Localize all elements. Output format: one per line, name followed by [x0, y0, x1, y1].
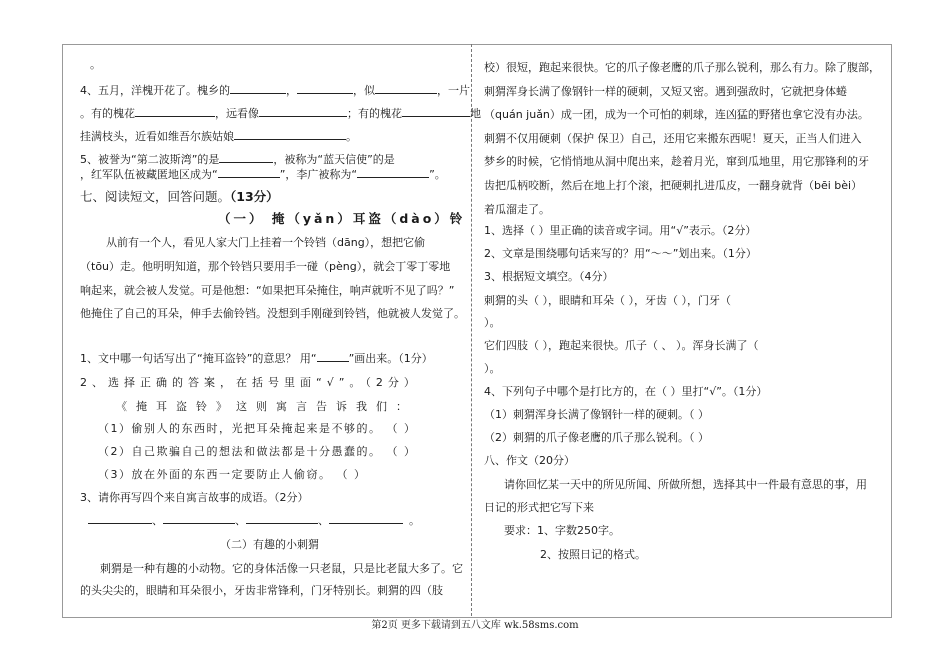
- story-2-continued-line: 校）很短，跑起来很快。它的爪子像老鹰的爪子那么锐利，那么有力。除了腹部，: [484, 61, 880, 74]
- option-3[interactable]: （3）放在外面的东西一定要防止人偷窃。 （ ）: [98, 468, 367, 481]
- simile-option-2[interactable]: （2）刺猬的爪子像老鹰的爪子那么锐利。（ ）: [484, 431, 709, 444]
- fill-in-line-1-end: ）。: [484, 316, 501, 329]
- answer-blank[interactable]: [402, 104, 470, 117]
- story-1-title: （一） 掩（yǎn）耳盗（dào）铃: [218, 211, 466, 226]
- option-1[interactable]: （1）偷别人的东西时，光把耳朵掩起来是不够的。 （ ）: [98, 422, 417, 435]
- option-2[interactable]: （2）自己欺骗自己的想法和做法都是十分愚蠢的。 （ ）: [98, 445, 417, 458]
- story-2-paragraph-line: 刺猬是一种有趣的小动物。它的身体活像一只老鼠，只是比老鼠大多了。它: [100, 562, 463, 575]
- fill-in-line-2-end: ）。: [484, 362, 501, 375]
- answer-blank[interactable]: [230, 81, 286, 94]
- fill-in-line-2[interactable]: 它们四肢（ ），跑起来很快。爪子（ 、 ）。浑身长满了（: [484, 339, 759, 352]
- simile-option-1[interactable]: （1）刺猬浑身长满了像钢针一样的硬刺。（ ）: [484, 408, 709, 421]
- story-1-paragraph-line: 从前有一个人，看见人家大门上挂着一个铃铛（dāng），想把它偷: [106, 236, 426, 249]
- story-2-question-2: 2、文章是围绕哪句话来写的？用“～～”划出来。（1分）: [484, 247, 757, 260]
- story-2-continued-line: 齿把瓜柄咬断，然后在地上打个滚，把硬刺扎进瓜皮，一翻身就背（bēi bèi）: [484, 179, 863, 192]
- idiom-blank[interactable]: [246, 511, 318, 524]
- page-footer: 第2页 更多下载请到五八文库 wk.58sms.com: [371, 620, 579, 631]
- story-2-continued-line: 刺猬浑身长满了像钢针一样的硬刺，又短又密。遇到强敌时，它就把身体蜷: [484, 85, 847, 98]
- answer-blank[interactable]: [234, 127, 346, 140]
- story-1-paragraph-line: 响起来，就会被人发觉。可是他想：“如果把耳朵掩住，响声就听不见了吗？”: [80, 284, 455, 297]
- reading-question-3: 3、请你再写四个来自寓言故事的成语。（2分）: [80, 491, 309, 504]
- answer-blank[interactable]: [135, 104, 215, 117]
- story-2-question-1: 1、选择（ ）里正确的读音或字词。用“√”表示。（2分）: [484, 224, 757, 237]
- story-2-title: （二）有趣的小刺猬: [220, 538, 319, 551]
- story-2-continued-line: 梦乡的时候，它悄悄地从洞中爬出来，趁着月光，窜到瓜地里，用它那锋利的牙: [484, 155, 869, 168]
- essay-prompt-line: 请你回忆某一天中的所见所闻、所做所想，选择其中一件最有意思的事，用: [504, 478, 867, 491]
- idiom-blank[interactable]: [329, 511, 403, 524]
- answer-blank[interactable]: [375, 81, 437, 94]
- fill-in-line-1[interactable]: 刺猬的头（ ），眼睛和耳朵（ ），牙齿（ ），门牙（: [484, 294, 731, 307]
- section-8-heading: 八、作文（20分）: [484, 454, 575, 467]
- essay-requirement-2: 2、按照日记的格式。: [540, 548, 646, 561]
- section-7-heading: 七、阅读短文，回答问题。（13分）: [80, 189, 279, 204]
- essay-prompt-line: 日记的形式把它写下来: [484, 501, 594, 514]
- question-4-line-3: 挂满枝头，近看如维吾尔族姑娘 。: [80, 126, 357, 148]
- story-2-continued-line: 刺猬不仅用硬刺（保护 保卫）自己，还用它来搬东西呢！夏天，正当人们进入: [484, 132, 862, 145]
- idiom-blank[interactable]: [163, 511, 235, 524]
- reading-question-2: 2、选择正确的答案，在括号里面“√”。（2分）: [80, 376, 420, 389]
- reading-question-1: 1、文中哪一句话写出了“掩耳盗铃”的意思？ 用“ ”画出来。（1分）: [80, 348, 433, 370]
- answer-blank[interactable]: [357, 165, 429, 178]
- story-2-question-3: 3、根据短文填空。（4分）: [484, 270, 614, 283]
- essay-requirement-1: 要求：1、字数250字。: [504, 524, 620, 537]
- story-1-paragraph-line: （tōu）走。他明明知道，那个铃铛只要用手一碰（pèng），就会丁零丁零地: [80, 260, 451, 273]
- idiom-blank[interactable]: [88, 511, 152, 524]
- story-1-paragraph-line: 他掩住了自己的耳朵，伸手去偷铃铛。没想到手刚碰到铃铛，他就被人发觉了。: [80, 307, 465, 320]
- story-2-continued-line: 着瓜溜走了。: [484, 203, 550, 216]
- answer-blank[interactable]: [218, 165, 280, 178]
- answer-blank[interactable]: [219, 150, 273, 163]
- idiom-blanks: 、 、 、 。: [88, 510, 420, 532]
- question-5-line-1: 5、被誉为“第二波斯湾”的是 ，被称为“蓝天信使”的是: [80, 149, 409, 171]
- story-2-paragraph-line: 的头尖尖的，眼睛和耳朵很小，牙齿非常锋利，门牙特别长。刺猬的四（肢: [80, 584, 443, 597]
- answer-blank[interactable]: [317, 349, 349, 362]
- answer-blank[interactable]: [259, 104, 347, 117]
- story-2-continued-line: （quán juǎn）成一团，成为一个可怕的刺球，连凶猛的野猪也拿它没有办法。: [484, 108, 869, 121]
- question-4-line-1: 4、五月，洋槐开花了。槐乡的 ， ，似 ，一片: [80, 80, 470, 102]
- story-2-question-4: 4、下列句子中哪个是打比方的，在（ ）里打“√”。（1分）: [484, 385, 768, 398]
- reading-question-2-intro: 《掩耳盗铃》这则寓言告诉我们：: [116, 400, 416, 413]
- stray-period: 。: [90, 58, 101, 71]
- question-4-line-2: 。有的槐花 ，远看像 ；有的槐花 地: [80, 103, 481, 125]
- answer-blank[interactable]: [297, 81, 353, 94]
- column-divider: [471, 44, 472, 616]
- question-5-line-2: ，红军队伍被藏匿地区成为“ ”，李广被称为“ ”。: [80, 164, 446, 186]
